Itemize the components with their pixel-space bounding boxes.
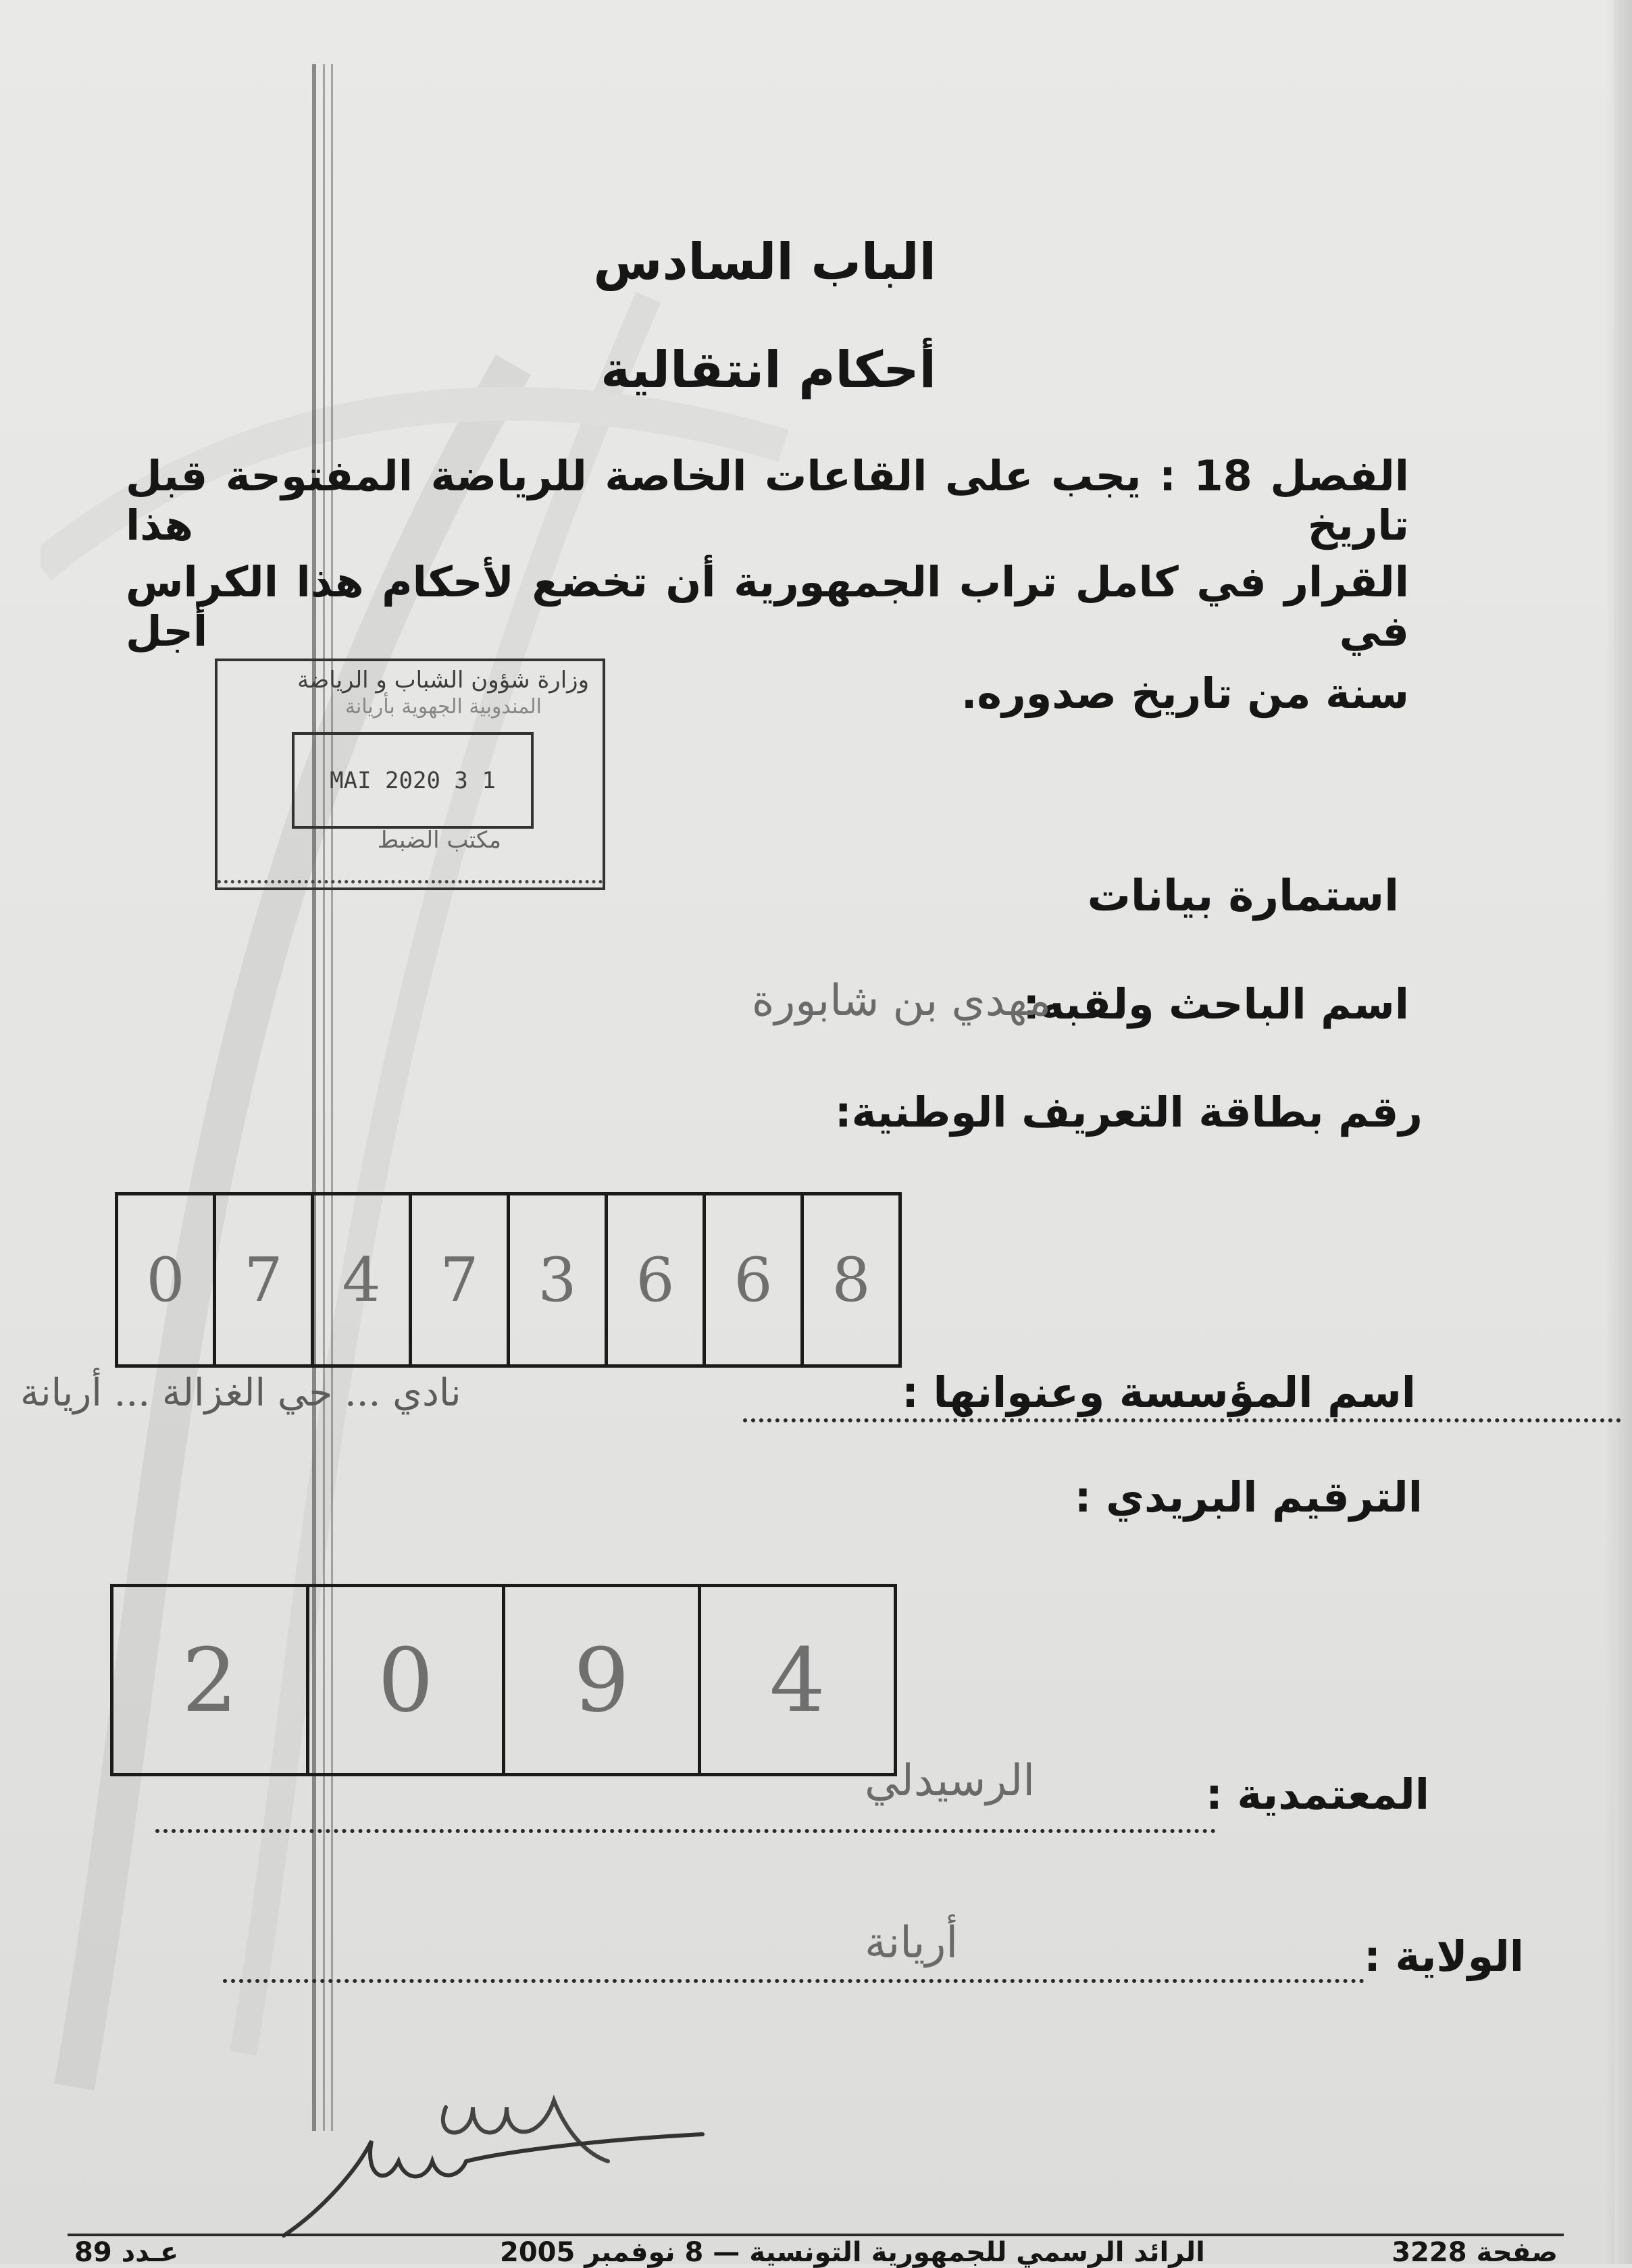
id-digit-box: 6 — [703, 1192, 804, 1368]
stamp-department: المندوبية الجهوية بأريانة — [345, 695, 542, 719]
stamp-office: مكتب الضبط — [377, 827, 501, 854]
postal-digit-box: 4 — [698, 1584, 897, 1776]
researcher-name-value: مهدي بن شابورة — [751, 976, 1051, 1026]
registry-stamp — [215, 659, 605, 890]
postal-code-label: الترقيم البريدي : — [1074, 1472, 1423, 1522]
governorate-dotted-line — [223, 1979, 1365, 1983]
institution-dotted-line — [743, 1418, 1621, 1422]
footer-rule — [68, 2234, 1564, 2236]
delegation-dotted-line — [155, 1829, 1216, 1833]
scan-artifact-line — [323, 64, 325, 2131]
id-digit-box: 4 — [311, 1192, 412, 1368]
governorate-label: الولاية : — [1364, 1932, 1524, 1981]
page-edge-shadow — [1605, 0, 1632, 2264]
chapter-subtitle: أحكام انتقالية — [601, 341, 936, 399]
stamp-date: 1 3 MAI 2020 — [292, 732, 534, 829]
article-line-2: القرار في كامل تراب الجمهورية أن تخضع لأحكام هذا الكراس في أجل — [126, 557, 1409, 656]
postal-code-boxes — [113, 1584, 897, 1776]
researcher-name-label: اسم الباحث ولقبه: — [1023, 979, 1409, 1029]
stamp-bottom-border — [218, 880, 603, 883]
postal-digit-box: 2 — [110, 1584, 309, 1776]
stamp-organization: وزارة شؤون الشباب و الرياضة — [297, 667, 589, 694]
handwritten-signature — [270, 2060, 743, 2242]
id-digit-box: 3 — [507, 1192, 608, 1368]
scan-artifact-line — [331, 64, 333, 2131]
national-id-label: رقم بطاقة التعريف الوطنية: — [834, 1087, 1423, 1137]
scan-artifact-line — [312, 64, 316, 2131]
postal-digit-box: 9 — [502, 1584, 701, 1776]
article-line-1: الفصل 18 : يجب على القاعات الخاصة للرياضة المفتوحة قبل تاريخ هذا — [126, 451, 1410, 550]
institution-value: نادي ... حي الغزالة ... أريانة — [20, 1371, 461, 1415]
id-digit-box: 0 — [115, 1192, 216, 1368]
delegation-label: المعتمدية : — [1205, 1770, 1429, 1819]
chapter-title: الباب السادس — [593, 233, 936, 291]
institution-label: اسم المؤسسة وعنوانها : — [902, 1368, 1416, 1417]
id-digit-box: 8 — [800, 1192, 902, 1368]
footer-journal-title: الرائد الرسمي للجمهورية التونسية — 8 نوفمبر 2005 — [500, 2237, 1205, 2268]
footer-page-number: صفحة 3228 — [1392, 2237, 1558, 2268]
id-digit-box: 7 — [409, 1192, 510, 1368]
national-id-boxes — [118, 1192, 902, 1368]
postal-digit-box: 0 — [306, 1584, 505, 1776]
governorate-value: أريانة — [865, 1918, 959, 1968]
id-digit-box: 7 — [213, 1192, 314, 1368]
form-heading: استمارة بيانات — [1087, 871, 1399, 921]
id-digit-box: 6 — [605, 1192, 706, 1368]
footer-issue-number: عـدد 89 — [74, 2237, 179, 2268]
article-line-3: سنة من تاريخ صدوره. — [961, 669, 1409, 718]
delegation-value: الرسيدلي — [865, 1756, 1035, 1806]
